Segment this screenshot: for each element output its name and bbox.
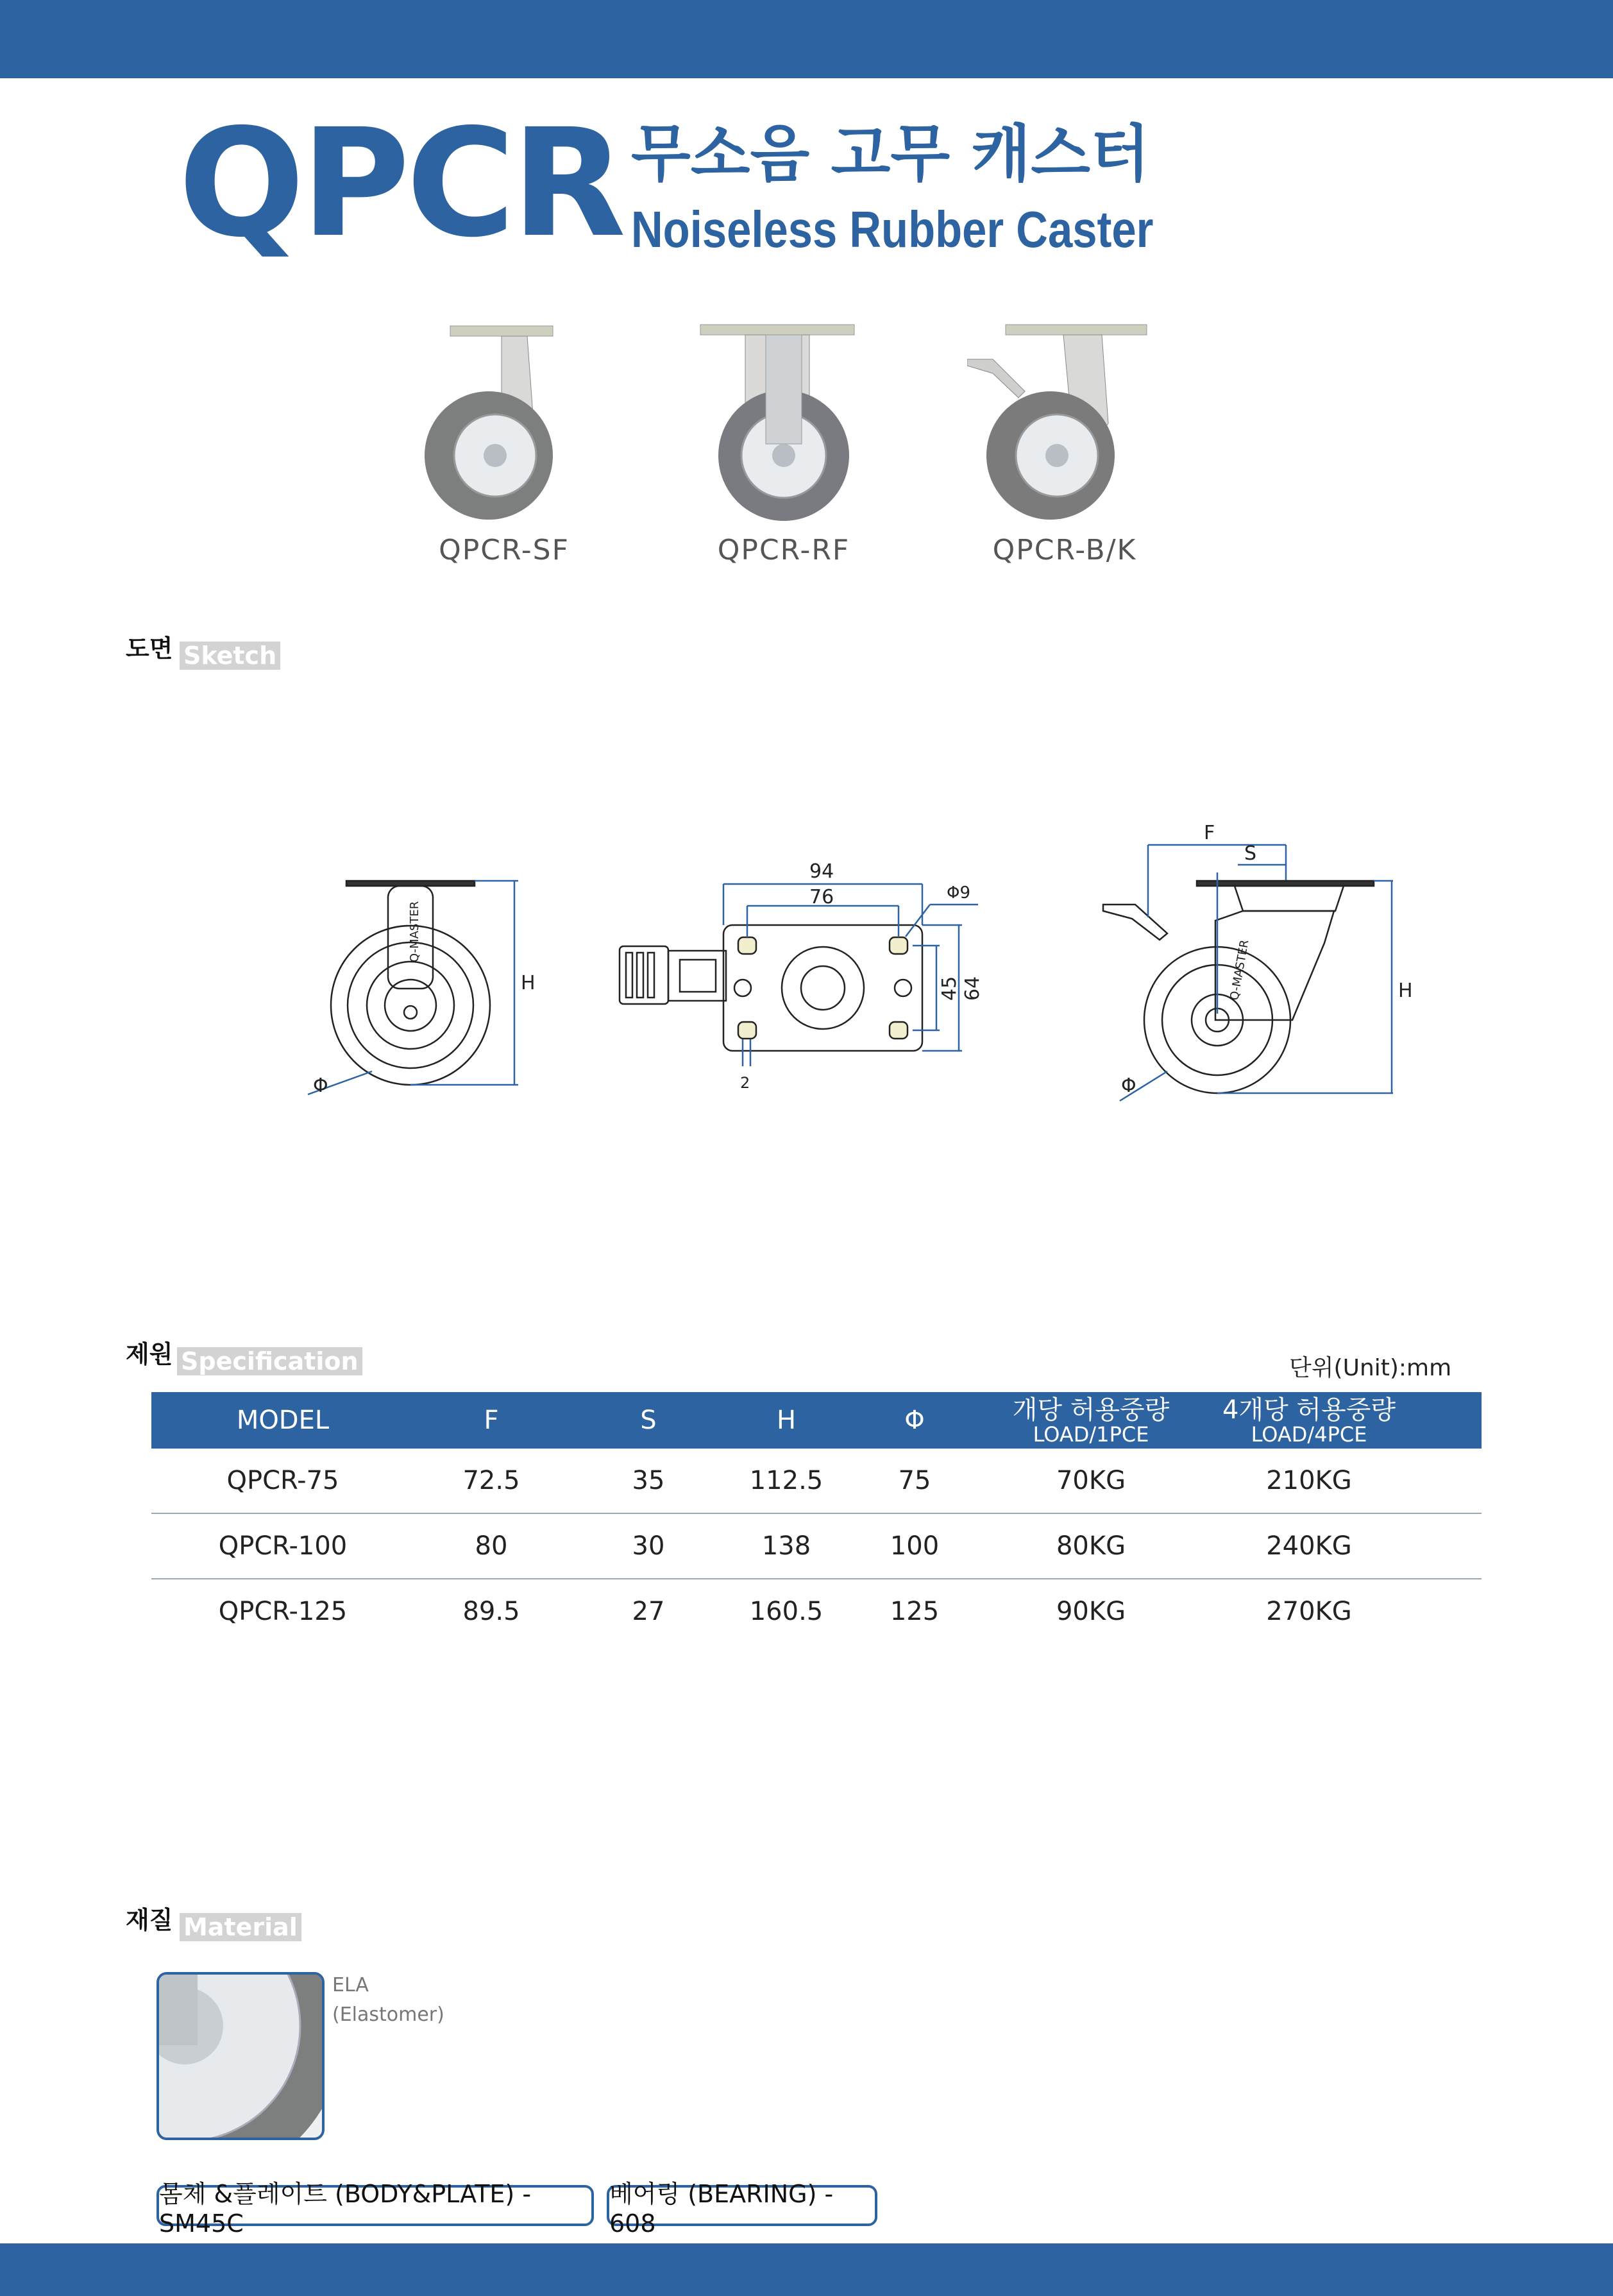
swivel-caster-icon xyxy=(405,302,598,532)
side-phi-label: Φ xyxy=(1121,1075,1136,1097)
product-label-bk: QPCR-B/K xyxy=(992,534,1137,566)
cell-f: 80 xyxy=(475,1531,508,1561)
material-name xyxy=(332,1971,444,2030)
top-view xyxy=(620,860,984,1092)
cell-model: QPCR-75 xyxy=(226,1466,339,1495)
col-f: F xyxy=(484,1406,499,1435)
hole-width-label: 76 xyxy=(809,886,834,908)
table-row xyxy=(151,1579,1482,1644)
front-stamp: Q-MASTER xyxy=(408,901,421,962)
title-korean: 무소음 고무 캐스터 xyxy=(631,118,1150,190)
col-model: MODEL xyxy=(236,1406,330,1435)
top-band xyxy=(0,0,1613,78)
cell-s: 35 xyxy=(632,1466,665,1495)
cell-h: 138 xyxy=(761,1531,811,1561)
cell-load-4pce: 270KG xyxy=(1266,1597,1352,1626)
side-view xyxy=(1103,822,1413,1101)
bottom-band xyxy=(0,2243,1613,2296)
col-load-4pce: 4개당 허용중량 LOAD/4PCE xyxy=(1222,1395,1396,1447)
cell-s: 30 xyxy=(632,1531,665,1561)
cell-load-1pce: 90KG xyxy=(1056,1597,1126,1626)
plate-width-label: 94 xyxy=(809,860,834,883)
material-code: ELA xyxy=(332,1974,369,1996)
table-row xyxy=(151,1514,1482,1579)
side-stamp: Q-MASTER xyxy=(1228,939,1252,1001)
cell-phi: 75 xyxy=(898,1466,931,1495)
material-photo xyxy=(156,1972,325,2140)
col-s: S xyxy=(640,1406,657,1435)
cell-f: 89.5 xyxy=(462,1597,520,1626)
front-h-label: H xyxy=(521,972,536,994)
unit-label: 단위(Unit):mm xyxy=(1289,1355,1452,1381)
bearing-badge: 베어링 (BEARING) - 608 xyxy=(607,2185,877,2226)
sketch-heading-en: Sketch xyxy=(180,642,280,670)
front-view xyxy=(308,881,536,1097)
table-header xyxy=(151,1392,1482,1449)
col-h: H xyxy=(776,1406,797,1435)
front-phi-label: Φ xyxy=(313,1075,328,1097)
cell-phi: 100 xyxy=(890,1531,940,1561)
side-f-label: F xyxy=(1204,822,1215,844)
sketch-drawing xyxy=(0,808,1613,1142)
col-phi: Φ xyxy=(904,1406,925,1435)
rigid-caster-icon xyxy=(688,302,880,532)
brand-logo: QPCR xyxy=(178,97,623,270)
body-plate-badge: 몸체 &플레이트 (BODY&PLATE) - SM45C xyxy=(156,2185,594,2226)
brake-caster-icon xyxy=(967,302,1160,532)
cell-load-1pce: 70KG xyxy=(1056,1466,1126,1495)
product-label-rf: QPCR-RF xyxy=(717,534,850,566)
cell-model: QPCR-100 xyxy=(218,1531,348,1561)
cell-s: 27 xyxy=(632,1597,665,1626)
sketch-heading-ko: 도면 xyxy=(126,634,173,663)
hole-diameter-label: Φ9 xyxy=(947,883,971,903)
slot-label: 2 xyxy=(740,1074,750,1092)
cell-f: 72.5 xyxy=(462,1466,520,1495)
cell-load-4pce: 240KG xyxy=(1266,1531,1352,1561)
title-english: Noiseless Rubber Caster xyxy=(631,201,1154,258)
cell-model: QPCR-125 xyxy=(218,1597,348,1626)
material-heading-ko: 재질 xyxy=(126,1906,173,1934)
material-heading-en: Material xyxy=(180,1913,301,1941)
cell-load-4pce: 210KG xyxy=(1266,1466,1352,1495)
cell-load-1pce: 80KG xyxy=(1056,1531,1126,1561)
side-h-label: H xyxy=(1398,980,1413,1002)
cell-h: 112.5 xyxy=(749,1466,823,1495)
table-row xyxy=(151,1449,1482,1514)
plate-height-label: 64 xyxy=(961,976,984,1001)
material-desc: (Elastomer) xyxy=(332,2003,444,2026)
product-label-sf: QPCR-SF xyxy=(439,534,570,566)
spec-heading-en: Specification xyxy=(177,1347,362,1375)
cell-phi: 125 xyxy=(890,1597,940,1626)
side-s-label: S xyxy=(1244,842,1257,865)
spec-table xyxy=(151,1392,1482,1644)
cell-h: 160.5 xyxy=(749,1597,823,1626)
col-load-1pce: 개당 허용중량 LOAD/1PCE xyxy=(1012,1395,1170,1447)
spec-heading-ko: 제원 xyxy=(126,1340,173,1368)
hole-height-label: 45 xyxy=(938,976,961,1001)
